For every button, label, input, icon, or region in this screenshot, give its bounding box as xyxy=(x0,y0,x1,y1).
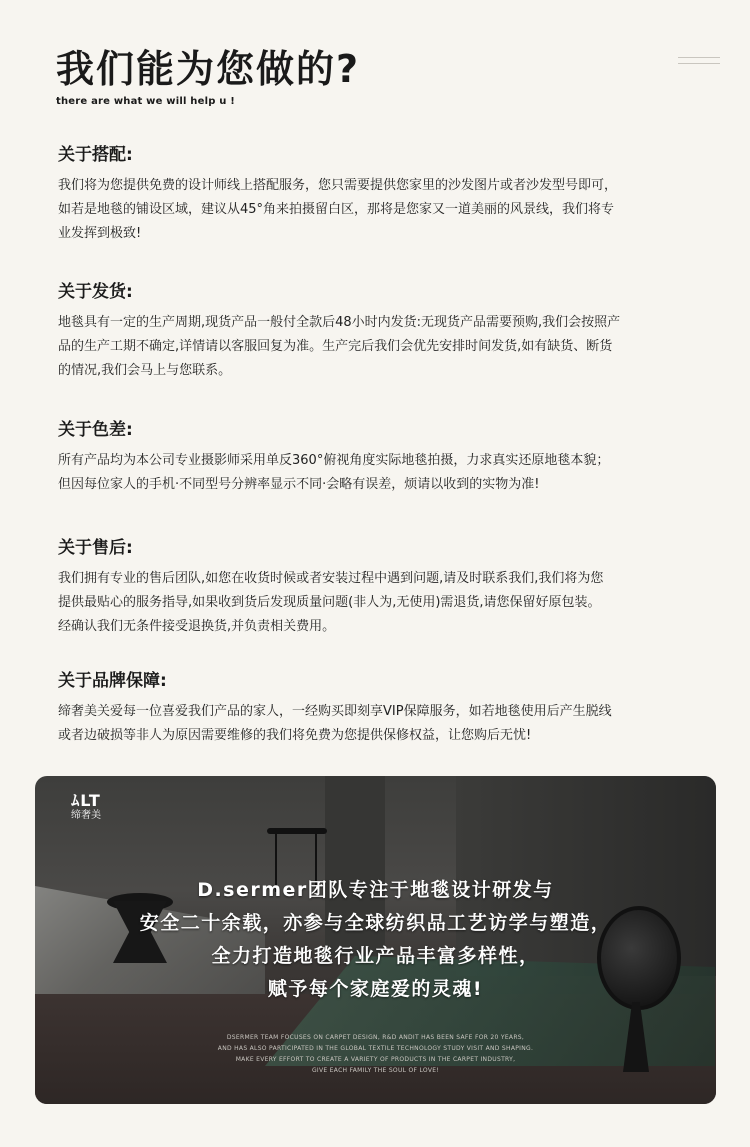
section-title: 关于搭配: xyxy=(58,145,133,165)
section-title: 关于品牌保障: xyxy=(58,671,167,691)
section-after-sales xyxy=(58,537,698,639)
section-body xyxy=(58,700,698,748)
body-line: 业发挥到极致! xyxy=(58,226,142,241)
section-body xyxy=(58,449,698,497)
body-line: 品的生产工期不确定,详情请以客服回复为准。生产完后我们会优先安排时间发货,如有缺货、断货 xyxy=(58,339,613,354)
section-shipping xyxy=(58,281,698,383)
section-body xyxy=(58,567,698,639)
slogan-line: 全力打造地毯行业产品丰富多样性， xyxy=(211,945,540,967)
page-title: 我们能为您做的? xyxy=(56,47,361,91)
banner-slogan xyxy=(35,874,716,1006)
section-brand-guarantee xyxy=(58,670,698,748)
decorative-lines xyxy=(678,57,720,69)
slogan-line: 安全二十余载，亦参与全球纺织品工艺访学与塑造， xyxy=(139,912,612,934)
section-title: 关于色差: xyxy=(58,420,133,440)
brand-banner xyxy=(35,776,716,1104)
slogan-line: 赋予每个家庭爱的灵魂! xyxy=(267,978,484,1000)
brand-logo xyxy=(63,792,109,822)
english-line: DSERMER TEAM FOCUSES ON CARPET DESIGN, R&D ANDIT HAS BEEN SAFE FOR 20 YEARS, xyxy=(226,1034,525,1041)
section-title: 关于售后: xyxy=(58,538,133,558)
body-line: 经确认我们无条件接受退换货,并负责相关费用。 xyxy=(58,619,336,634)
body-line: 如若是地毯的铺设区域，建议从45°角来拍摄留白区，那将是您家又一道美丽的风景线，我们将专 xyxy=(58,202,615,217)
body-line: 地毯具有一定的生产周期,现货产品一般付全款后48小时内发货:无现货产品需要预购,我们会按照产 xyxy=(58,315,621,330)
section-body xyxy=(58,174,698,246)
english-line: AND HAS ALSO PARTICIPATED IN THE GLOBAL TEXTILE TECHNOLOGY STUDY VISIT AND SHAPING. xyxy=(217,1045,534,1052)
body-line: 所有产品均为本公司专业摄影师采用单反360°俯视角度实际地毯拍摄，力求真实还原地毯本貌； xyxy=(58,453,610,468)
page-header xyxy=(56,44,360,107)
body-line: 提供最贴心的服务指导,如果收到货后发现质量问题(非人为,无使用)需退货,请您保留好原包装。 xyxy=(58,595,601,610)
body-line: 或者边破损等非人为原因需要维修的我们将免费为您提供保修权益，让您购后无忧! xyxy=(58,728,532,743)
section-matching xyxy=(58,144,698,246)
section-color-difference xyxy=(58,419,698,497)
english-line: MAKE EVERY EFFORT TO CREATE A VARIETY OF PRODUCTS IN THE CARPET INDUSTRY, xyxy=(235,1056,516,1063)
body-line: 我们拥有专业的售后团队,如您在收货时候或者安装过程中遇到问题,请及时联系我们,我们将为您 xyxy=(58,571,604,586)
slogan-line: D.sermer团队专注于地毯设计研发与 xyxy=(197,879,554,901)
body-line: 我们将为您提供免费的设计师线上搭配服务，您只需要提供您家里的沙发图片或者沙发型号即可， xyxy=(58,178,618,193)
body-line: 缔奢美关爱每一位喜爱我们产品的家人，一经购买即刻享VIP保障服务，如若地毯使用后产生脱线 xyxy=(58,704,612,719)
banner-english-text xyxy=(35,1032,716,1076)
body-line: 但因每位家人的手机·不同型号分辨率显示不同·会略有误差，烦请以收到的实物为准! xyxy=(58,477,540,492)
logo-icon: ﾑLT xyxy=(71,791,101,810)
page-subtitle: there are what we will help u ! xyxy=(56,96,236,107)
logo-name: 缔奢美 xyxy=(71,810,101,821)
section-body xyxy=(58,311,698,383)
english-line: GIVE EACH FAMILY THE SOUL OF LOVE! xyxy=(311,1067,440,1074)
body-line: 的情况,我们会马上与您联系。 xyxy=(58,363,232,378)
section-title: 关于发货: xyxy=(58,282,133,302)
